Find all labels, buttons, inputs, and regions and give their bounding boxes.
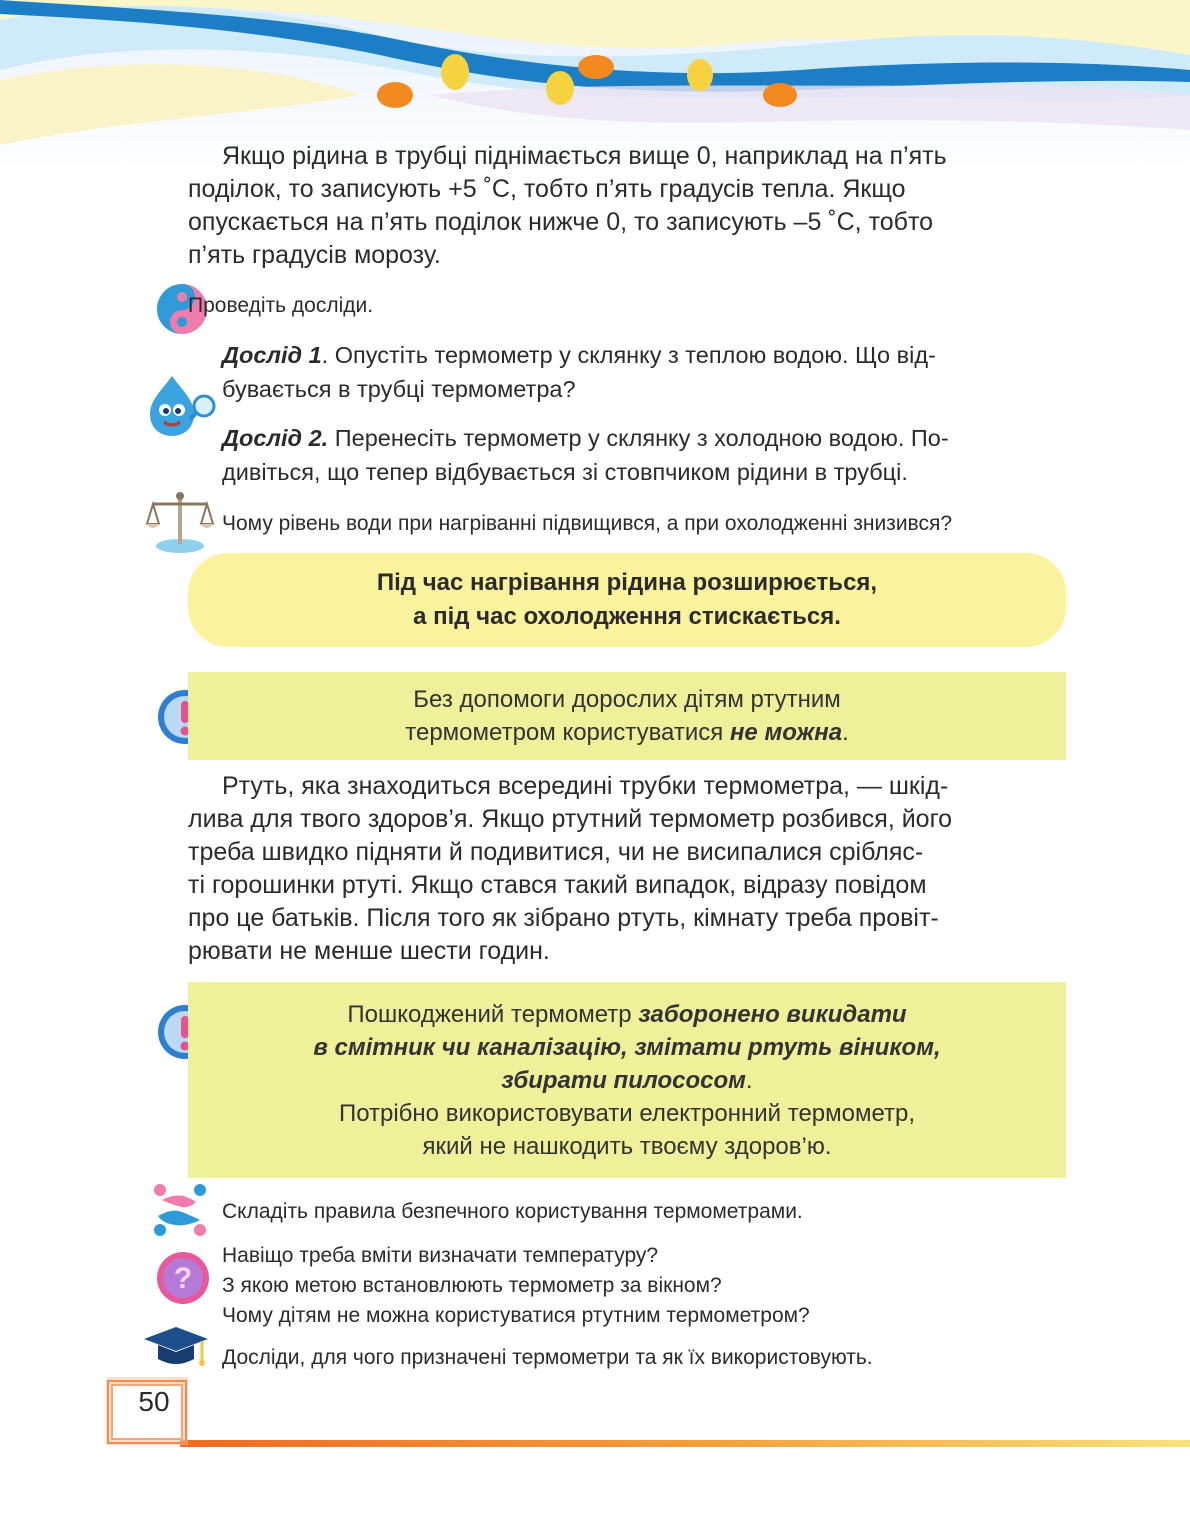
question-item: З якою метою встановлюють термометр за вікном?	[222, 1274, 722, 1297]
teamwork-icon	[148, 1180, 212, 1242]
svg-text:?: ?	[173, 1262, 193, 1295]
rule-line: Під час нагрівання рідина розширюється,	[376, 569, 878, 596]
warning-box-children	[188, 672, 1066, 760]
droplet-mascot-icon	[142, 372, 218, 440]
experiment-2-text: Перенесіть термометр у склянку з холодною водою. По-	[328, 425, 949, 451]
warning-emphasis: заборонено викидати	[638, 1000, 907, 1028]
warning-emphasis: збирати пилососом	[501, 1066, 746, 1094]
task-experiments: Проведіть досліди.	[188, 294, 374, 317]
research-task: Досліди, для чого призначені термометри та як їх використовують.	[222, 1346, 873, 1369]
footer-line	[180, 1440, 1190, 1447]
intro-line: опускається на п’ять поділок нижче 0, то записують –5 ˚С, тобто	[188, 208, 934, 236]
warning-emphasis: в смітник чи каналізацію, змітати ртуть віником,	[313, 1033, 941, 1061]
page-number: 50	[138, 1386, 170, 1417]
warning-line: Пошкоджений термометр	[347, 1000, 639, 1028]
intro-line: Якщо рідина в трубці піднімається вище 0, наприклад на п’ять	[222, 142, 947, 170]
experiment-2-text: дивіться, що тепер відбувається зі стовпчиком рідини в трубці.	[222, 459, 908, 485]
question-why: Чому рівень води при нагріванні підвищився, а при охолодженні знизився?	[222, 512, 953, 535]
intro-line: поділок, то записують +5 ˚С, тобто п’ять градусів тепла. Якщо	[188, 175, 906, 203]
task-rules: Складіть правила безпечного користування термометрами.	[222, 1200, 803, 1223]
experiment-1	[222, 338, 1066, 406]
rule-box	[188, 553, 1066, 647]
questions-list	[222, 1241, 1082, 1331]
experiment-2	[222, 421, 1066, 489]
rule-line: а під час охолодження стискається.	[413, 603, 841, 630]
mercury-line: лива для твого здоров’я. Якщо ртутний термометр розбився, його	[188, 805, 953, 833]
warning-line: який не нашкодить твоєму здоров’ю.	[422, 1132, 832, 1160]
warning-punct: .	[842, 719, 849, 746]
question-item: Чому дітям не можна користуватися ртутним термометром?	[222, 1304, 810, 1327]
intro-paragraph	[188, 140, 1066, 272]
warning-line: термометром користуватися	[405, 719, 730, 746]
experiment-1-text: бувається в трубці термометра?	[222, 376, 576, 402]
experiment-1-text: . Опустіть термометр у склянку з теплою водою. Що від-	[321, 342, 936, 368]
warning-line: Без допомоги дорослих дітям ртутним	[413, 686, 841, 713]
mercury-line: про це батьків. Після того як зібрано ртуть, кімнату треба провіт-	[188, 904, 939, 932]
mercury-line: Ртуть, яка знаходиться всередині трубки термометра, — шкід-	[222, 772, 949, 800]
experiment-2-label: Дослід 2.	[222, 425, 329, 451]
graduation-cap-icon	[140, 1325, 212, 1371]
question-icon	[155, 1250, 211, 1306]
warning-punct: .	[745, 1066, 753, 1094]
warning-box-broken	[188, 982, 1066, 1178]
warning-line: Потрібно використовувати електронний термометр,	[338, 1099, 916, 1127]
question-item: Навіщо треба вміти визначати температуру?	[222, 1244, 659, 1267]
experiment-1-label: Дослід 1	[222, 342, 322, 368]
mercury-line: рювати не менше шести годин.	[188, 937, 550, 965]
mercury-paragraph	[188, 770, 1066, 968]
warning-emphasis: не можна	[729, 719, 843, 746]
scales-icon	[145, 488, 215, 554]
mercury-line: ті горошинки ртуті. Якщо стався такий випадок, відразу повідом	[188, 871, 927, 899]
mercury-line: треба швидко підняти й подивитися, чи не висипалися срібляс-	[188, 838, 924, 866]
intro-line: п’ять градусів морозу.	[188, 241, 441, 269]
